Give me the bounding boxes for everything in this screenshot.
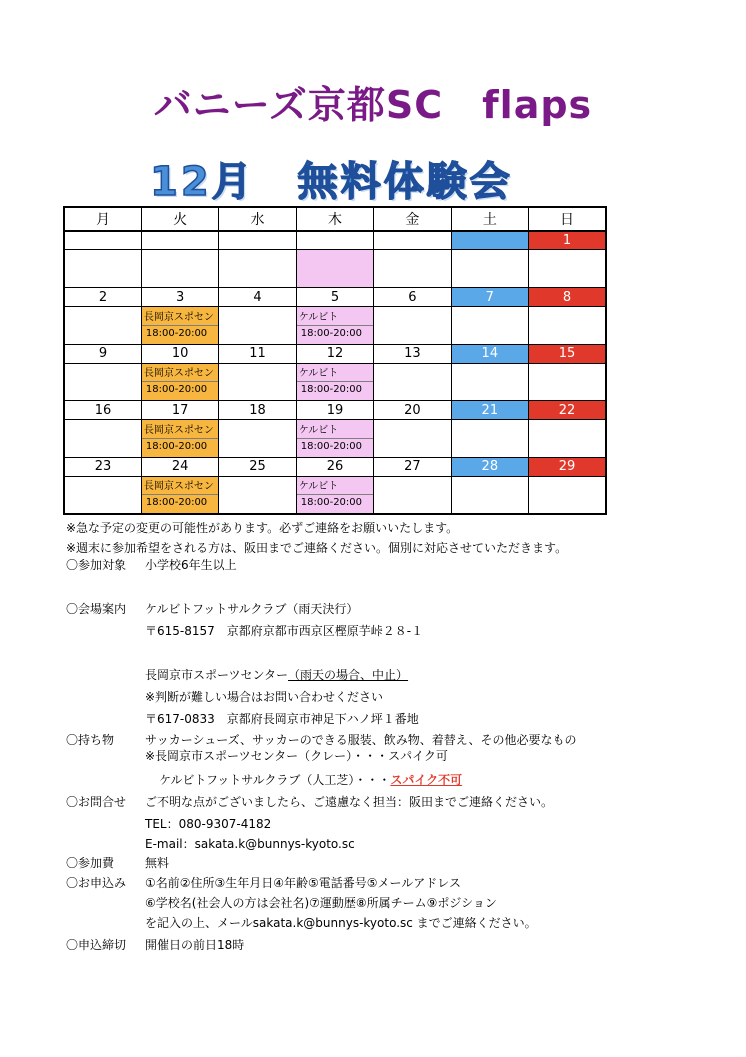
empty-cell <box>529 306 606 344</box>
date-cell: 18 <box>219 401 296 420</box>
weekday-mon: 月 <box>64 207 141 231</box>
date-row <box>64 231 606 250</box>
date-cell: 16 <box>64 401 141 420</box>
venue2-rain-note: （雨天の場合、中止） <box>288 668 409 682</box>
event-time: 18:00-20:00 <box>297 325 373 341</box>
venue2-line <box>145 666 408 683</box>
note-line: ※週末に参加希望をされる方は、阪田までご連絡ください。個別に対応させていただきます。 <box>66 541 568 555</box>
event-row <box>64 476 606 514</box>
event-place: ケルビト <box>298 424 339 436</box>
date-row <box>64 401 606 420</box>
date-cell: 12 <box>296 344 373 363</box>
empty-cell <box>451 363 528 401</box>
date-cell: 4 <box>219 288 296 307</box>
date-cell <box>296 231 373 250</box>
date-cell: 20 <box>374 401 451 420</box>
items-label: 〇持ち物 <box>66 733 115 747</box>
apply-line1: ①名前②住所③生年月日④年齢⑤電話番号⑤メールアドレス <box>145 876 461 890</box>
weekday-sun: 日 <box>529 207 606 231</box>
event-row <box>64 306 606 344</box>
date-cell: 14 <box>451 344 528 363</box>
date-cell: 3 <box>141 288 218 307</box>
venue2-address: 〒617-0833 京都府長岡京市神足下ハノ坪１番地 <box>145 712 419 726</box>
contact-email[interactable]: E-mail：sakata.k@bunnys-kyoto.sc <box>145 837 355 851</box>
empty-cell <box>64 476 141 514</box>
empty-cell <box>374 250 451 288</box>
contact-tel: TEL：080-9307-4182 <box>145 817 272 831</box>
venue2-name: 長岡京市スポーツセンター <box>145 668 289 682</box>
apply-line3: を記入の上、メールsakata.k@bunnys-kyoto.sc までご連絡ください。 <box>145 916 537 930</box>
empty-cell <box>529 250 606 288</box>
date-cell <box>451 231 528 250</box>
date-cell: 7 <box>451 288 528 307</box>
date-cell: 23 <box>64 457 141 476</box>
date-row <box>64 288 606 307</box>
date-cell: 8 <box>529 288 606 307</box>
apply-label: 〇お申込み <box>66 876 127 890</box>
date-cell: 19 <box>296 401 373 420</box>
date-cell: 25 <box>219 457 296 476</box>
date-cell: 6 <box>374 288 451 307</box>
page-title: バニーズ京都SC flaps <box>153 83 593 127</box>
date-cell: 5 <box>296 288 373 307</box>
empty-cell <box>219 306 296 344</box>
fee-label: 〇参加費 <box>66 856 115 870</box>
weekday-thu: 木 <box>296 207 373 231</box>
items-note2-prefix: ケルビトフットサルクラブ（人工芝）・・・ <box>159 773 391 787</box>
date-cell: 27 <box>374 457 451 476</box>
empty-cell <box>529 363 606 401</box>
event-row <box>64 363 606 401</box>
date-row <box>64 457 606 476</box>
empty-cell <box>374 363 451 401</box>
date-cell: 29 <box>529 457 606 476</box>
contact-label: 〇お問合せ <box>66 795 127 809</box>
event-subtitle: 12月 無料体験会 <box>150 159 513 205</box>
weekday-wed: 水 <box>219 207 296 231</box>
date-cell: 15 <box>529 344 606 363</box>
tuesday-event-cell <box>141 420 218 458</box>
event-time: 18:00-20:00 <box>297 494 373 510</box>
empty-cell <box>529 420 606 458</box>
date-row <box>64 344 606 363</box>
empty-cell <box>374 476 451 514</box>
note-line: ※急な予定の変更の可能性があります。必ずご連絡をお願いいたします。 <box>66 521 459 535</box>
event-place: 長岡京スポセン <box>143 311 214 323</box>
date-cell: 10 <box>141 344 218 363</box>
venue1-name: ケルビトフットサルクラブ（雨天決行） <box>145 602 359 616</box>
empty-cell <box>141 250 218 288</box>
date-cell: 17 <box>141 401 218 420</box>
event-place: 長岡京スポセン <box>143 424 214 436</box>
empty-cell <box>219 476 296 514</box>
date-cell: 26 <box>296 457 373 476</box>
date-cell <box>64 231 141 250</box>
event-time: 18:00-20:00 <box>297 438 373 454</box>
weekday-sat: 土 <box>451 207 528 231</box>
weekday-tue: 火 <box>141 207 218 231</box>
venue1-address: 〒615-8157 京都府京都市西京区樫原芋峠２８-１ <box>145 624 424 638</box>
date-cell: 24 <box>141 457 218 476</box>
deadline-label: 〇申込締切 <box>66 938 127 952</box>
event-time: 18:00-20:00 <box>142 325 218 341</box>
contact-value: ご不明な点がございましたら、ご遠慮なく担当：阪田までご連絡ください。 <box>145 795 554 809</box>
empty-cell <box>374 306 451 344</box>
empty-cell <box>64 363 141 401</box>
date-cell <box>374 231 451 250</box>
date-cell <box>141 231 218 250</box>
date-cell: 28 <box>451 457 528 476</box>
date-cell: 2 <box>64 288 141 307</box>
event-row <box>64 420 606 458</box>
items-note2 <box>159 771 462 788</box>
event-time: 18:00-20:00 <box>297 381 373 397</box>
thursday-event-cell <box>296 306 373 344</box>
fee-value: 無料 <box>145 856 170 870</box>
empty-cell <box>219 363 296 401</box>
event-time: 18:00-20:00 <box>142 494 218 510</box>
tuesday-event-cell <box>141 476 218 514</box>
empty-cell <box>64 306 141 344</box>
empty-cell <box>374 420 451 458</box>
tuesday-event-cell <box>141 363 218 401</box>
weekday-header-row <box>64 207 606 231</box>
target-value: 小学校6年生以上 <box>145 558 237 572</box>
empty-cell <box>64 250 141 288</box>
event-row <box>64 250 606 288</box>
event-place: 長岡京スポセン <box>143 368 214 380</box>
event-place: ケルビト <box>298 481 339 493</box>
date-cell: 9 <box>64 344 141 363</box>
thursday-empty-cell <box>296 250 373 288</box>
date-cell: 22 <box>529 401 606 420</box>
date-cell: 21 <box>451 401 528 420</box>
thursday-event-cell <box>296 476 373 514</box>
date-cell <box>219 231 296 250</box>
empty-cell <box>529 476 606 514</box>
empty-cell <box>451 250 528 288</box>
venue-label: 〇会場案内 <box>66 602 127 616</box>
target-label: 〇参加対象 <box>66 558 127 572</box>
event-place: ケルビト <box>298 311 339 323</box>
thursday-event-cell <box>296 420 373 458</box>
date-cell: 1 <box>529 231 606 250</box>
event-place: ケルビト <box>298 368 339 380</box>
empty-cell <box>219 250 296 288</box>
date-cell: 11 <box>219 344 296 363</box>
items-value: サッカーシューズ、サッカーのできる服装、飲み物、着替え、その他必要なもの <box>145 733 577 747</box>
venue2-note: ※判断が難しい場合はお問い合わせください <box>145 690 384 704</box>
tuesday-event-cell <box>141 306 218 344</box>
event-place: 長岡京スポセン <box>143 481 214 493</box>
items-note1: ※長岡京市スポーツセンター（クレー）・・・スパイク可 <box>145 749 448 763</box>
weekday-fri: 金 <box>374 207 451 231</box>
empty-cell <box>219 420 296 458</box>
date-cell: 13 <box>374 344 451 363</box>
empty-cell <box>451 420 528 458</box>
apply-line2: ⑥学校名(社会人の方は会社名)⑦運動歴⑧所属チーム⑨ポジション <box>145 896 497 910</box>
event-time: 18:00-20:00 <box>142 438 218 454</box>
calendar-table <box>63 206 607 515</box>
empty-cell <box>64 420 141 458</box>
thursday-event-cell <box>296 363 373 401</box>
empty-cell <box>451 306 528 344</box>
event-time: 18:00-20:00 <box>142 381 218 397</box>
spike-forbidden: スパイク不可 <box>390 773 463 787</box>
empty-cell <box>451 476 528 514</box>
notes <box>66 518 567 558</box>
deadline-value: 開催日の前日18時 <box>145 938 245 952</box>
